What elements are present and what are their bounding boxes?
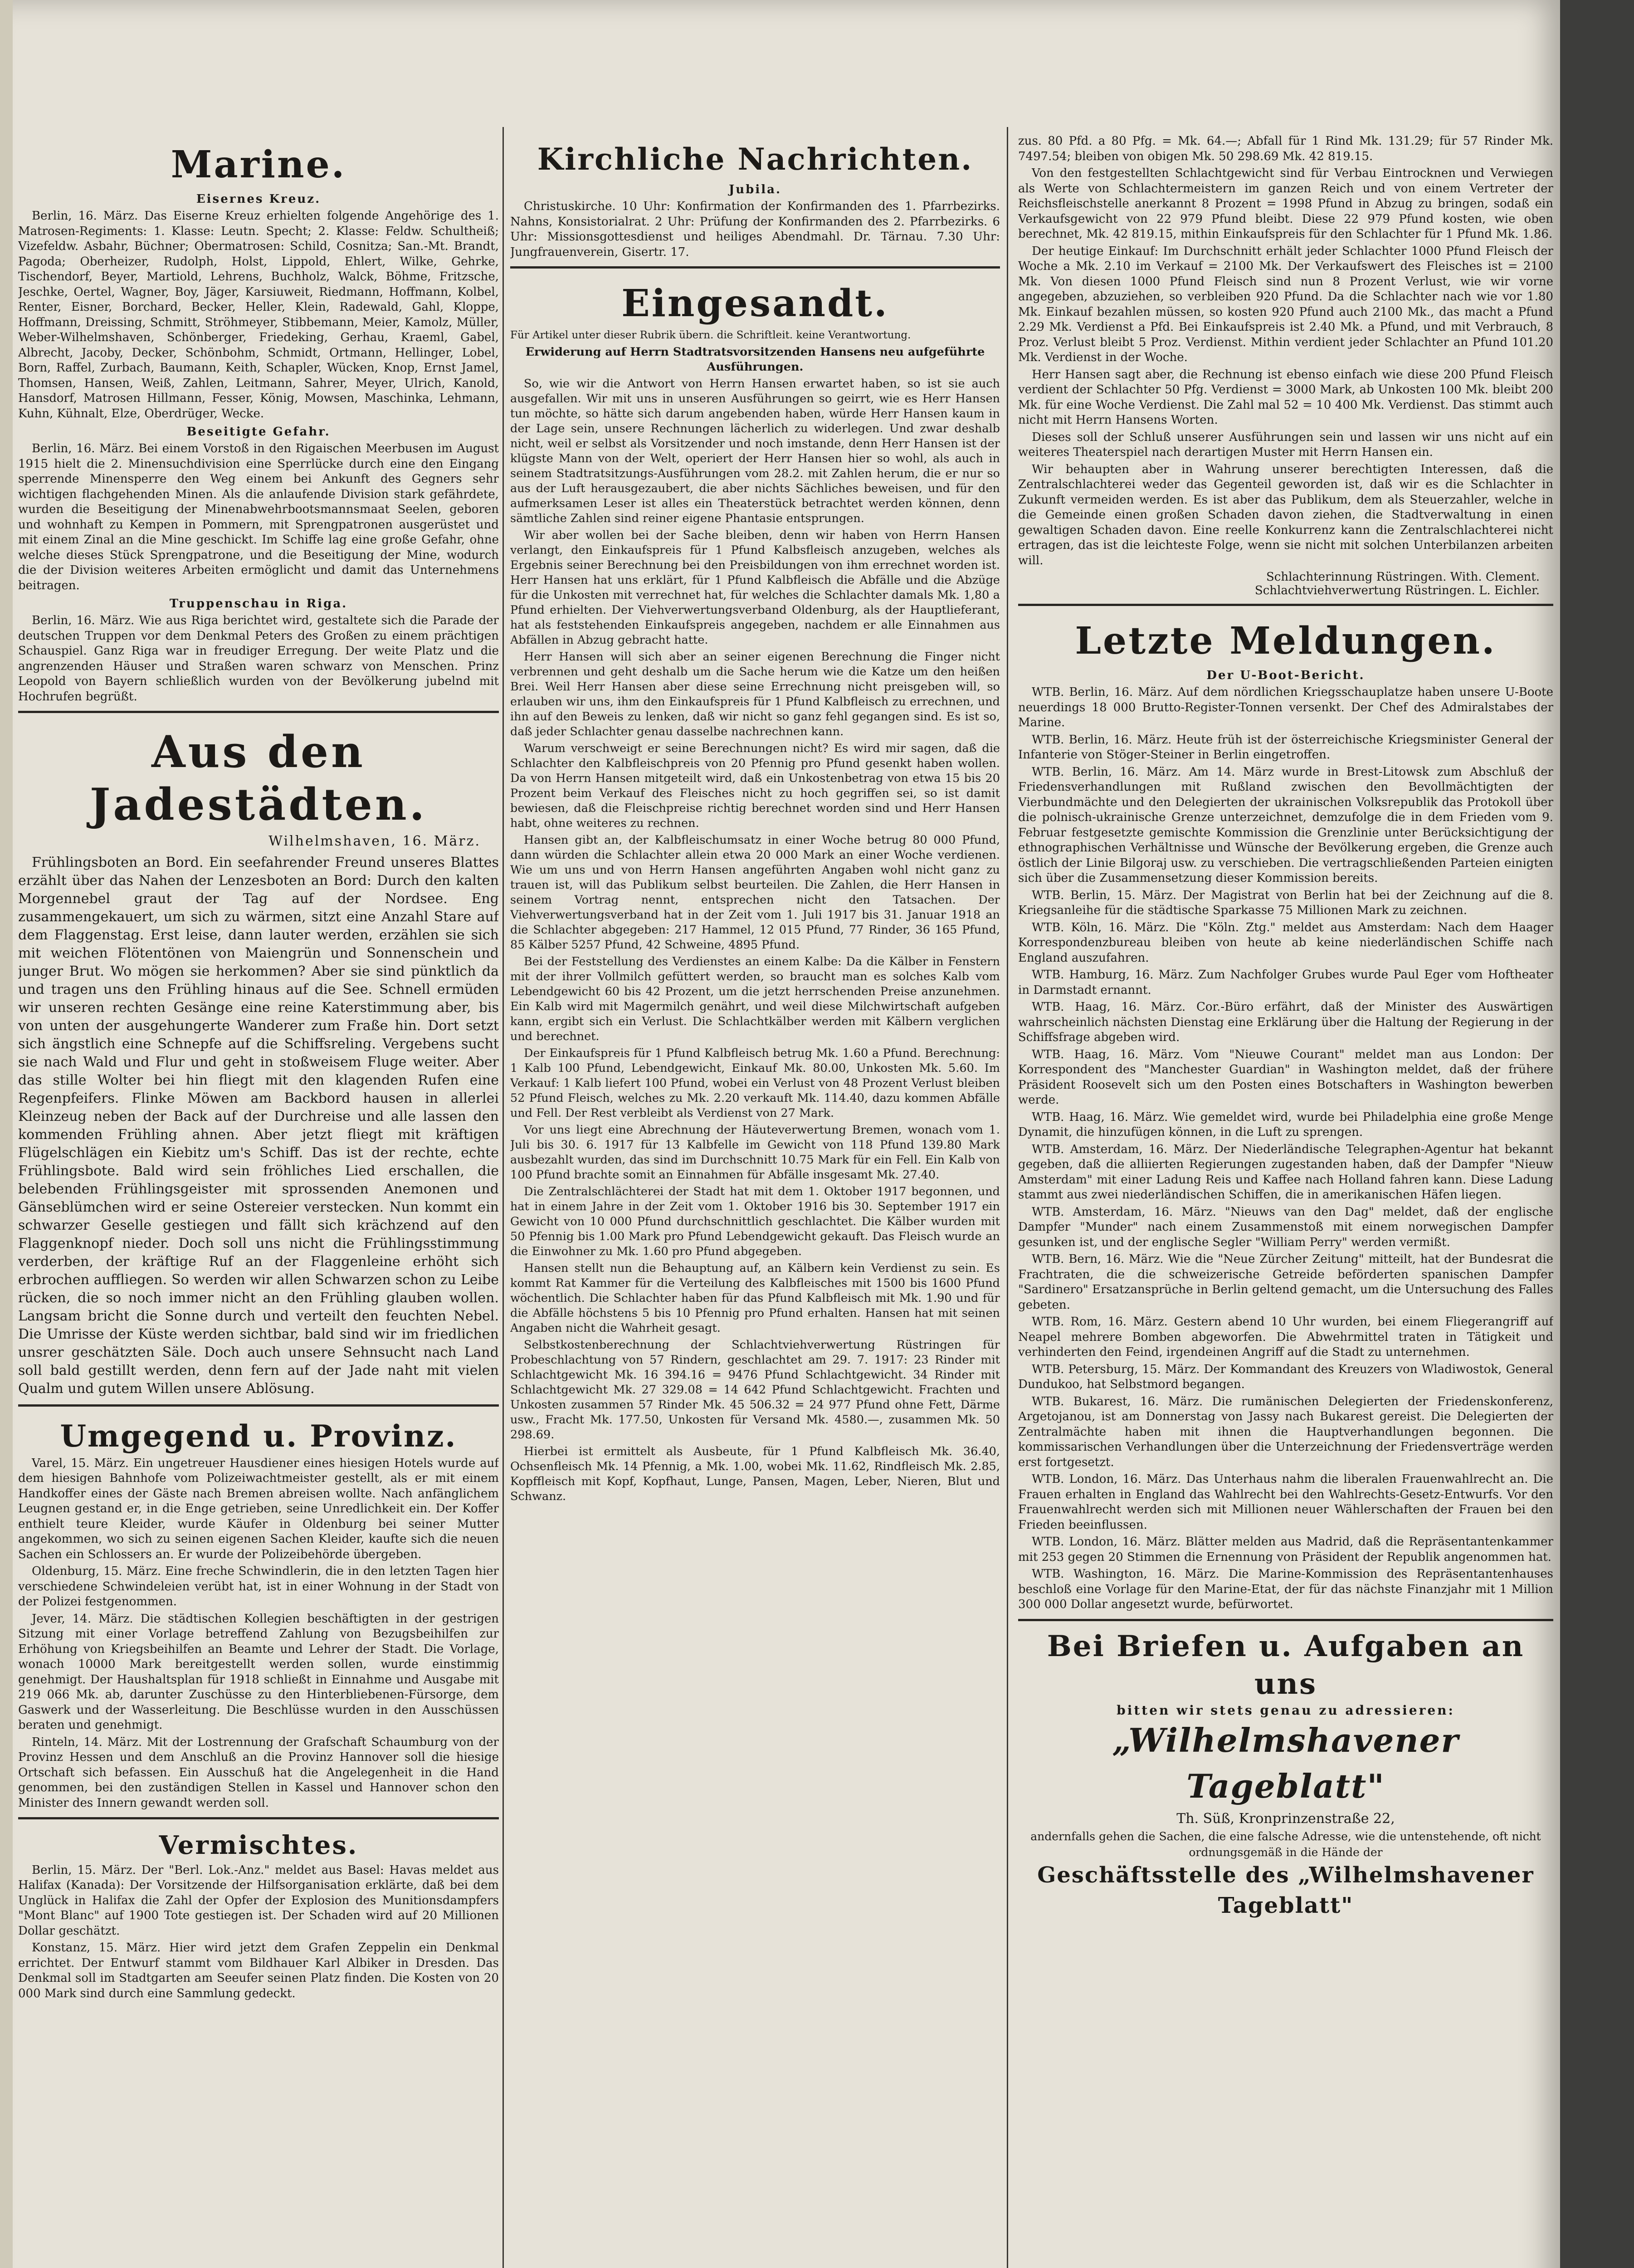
page-binding-edge bbox=[0, 0, 13, 2268]
paragraph: Varel, 15. März. Ein ungetreuer Hausdiener eines hiesigen Hotels wurde auf dem hiesigen Bahnhofe vom Polizeiwachtmeister gestellt, als er mit einem Handkoffer eines der Gäste nach Bremen abreisen wollte. Nach anfänglichem Leugnen gestand er, in die Enge getrieben, seine Unredlichkeit ein. Der Koffer enthielt teure Kleider, wurde Käufer in Oldenburg bei seiner Mutter angekommen, wo sich zu seinen eigenen Sachen Kleider, kaufte sich die neuen Sachen ein Schlossers an. Er wurde der Polizeibehörde übergeben. bbox=[18, 1456, 499, 1561]
advertisement-address-notice bbox=[1018, 1628, 1553, 1921]
signature: Schlachtviehverwertung Rüstringen. L. Eichler. bbox=[1254, 584, 1540, 597]
paragraph: WTB. Washington, 16. März. Die Marine-Kommission des Repräsentantenhauses beschloß eine Vorlage für den Marine-Etat, der für das nächste Finanzjahr mit 1 Million 300 000 Dollar angesetzt wurde, befürwortet. bbox=[1018, 1567, 1553, 1612]
paragraph: So, wie wir die Antwort von Herrn Hansen erwartet haben, so ist sie auch ausgefallen. Wir mit uns in unseren Ausführungen so geirrt, wie es Herr Hansen tun möchte, so hätte sich darum angebenden haben, würde Herr Hansen kaum in der Lage sein, unsere Rechnungen lächerlich zu widerlegen. Und zwar deshalb nicht, weil er selbst als Vorsitzender und noch imstande, denn Herr Hansen ist der klügste Mann von der Welt, operiert der Herr Hansen hier so wohl, als auch in seinem Stadtratsitzungs-Ausführungen vom 28.2. mit Zahlen herum, die er nur so aus der Luft herausgezaubert, die aber nichts Sächliches beweisen, und für den aufmerksamen Leser ist alles ein Theaterstück betrachtet werden können, denn sämtliche Zahlen sind reiner eigene Phantasie entsprungen. bbox=[510, 376, 1000, 525]
ad-address: Th. Süß, Kronprinzenstraße 22, bbox=[1176, 1810, 1395, 1827]
section-divider bbox=[1018, 604, 1553, 606]
paragraph: WTB. Berlin, 16. März. Heute früh ist der österreichische Kriegsminister General der Infanterie von Stöger-Steiner in Berlin eingetroffen. bbox=[1018, 733, 1553, 762]
ad-headline: Bei Briefen u. Aufgaben an uns bbox=[1047, 1629, 1525, 1701]
paragraph: Hansen stellt nun die Behauptung auf, an Kälbern kein Verdienst zu sein. Es kommt Rat Kammer für die Verteilung des Kalbfleisches mit 1500 bis 1600 Pfund wöchentlich. Die Schlachter haben für das Pfund Kalbfleisch mit Mk. 1.90 und für die Abfälle höchstens 5 bis 10 Pfennig pro Pfund erhalten. Hansen hat mit seinen Angaben nicht die Wahrheit gesagt. bbox=[510, 1261, 1000, 1335]
article-eingesandt bbox=[510, 328, 1000, 1504]
section-title-letzte-meldungen: Letzte Meldungen. bbox=[1075, 619, 1497, 663]
signature: Schlachterinnung Rüstringen. With. Clement. bbox=[1266, 570, 1540, 584]
section-divider bbox=[18, 1404, 499, 1407]
paragraph: WTB. Haag, 16. März. Cor.-Büro erfährt, daß der Minister des Auswärtigen wahrscheinlich nächsten Dienstag eine Erklärung über die Haltung der Regierung in der Schiffsfrage abgeben wird. bbox=[1018, 1000, 1553, 1045]
paragraph: Von den festgestellten Schlachtgewicht sind für Verbau Eintrocknen und Verwiegen als Werte von Schlachtermeistern im ganzen Reich und von einem Vertreter der Reichsfleischstelle anerkannt 8 Prozent = 1998 Pfund in Abzug zu bringen, sodaß ein Verkaufsgewicht von 22 979 Pfund bleibt. Diese 22 979 Pfund kosten, wie oben berechnet, Mk. 42 819.15, mithin Einkaufspreis für den Schlachter für 1 Pfund Mk. 1.86. bbox=[1018, 166, 1553, 241]
paragraph: zus. 80 Pfd. a 80 Pfg. = Mk. 64.—; Abfall für 1 Rind Mk. 131.29; für 57 Rinder Mk. 7497.54; bleiben von obigen Mk. 50 298.69 Mk. 42 819.15. bbox=[1018, 134, 1553, 163]
column-right bbox=[1018, 0, 1553, 2268]
paragraph: Bei der Feststellung des Verdienstes an einem Kalbe: Da die Kälber in Fenstern mit der ihrer Vollmilch gefüttert werden, so braucht man es solches Kalb vom Lebendgewicht 60 bis 42 Prozent, um die jetzt herrschenden Preise anzunehmen. Ein Kalb wird mit Magermilch genährt, und weil diese Milchwirtschaft aufgeben kann, ergibt sich ein Verlust. Die Schlachtkälber werden mit Kälbern verglichen und berechnet. bbox=[510, 954, 1000, 1043]
paragraph: Selbstkostenberechnung der Schlachtviehverwertung Rüstringen für Probeschlachtung von 57 Rindern, geschlachtet am 29. 7. 1917: 23 Rinder mit Schlachtgewicht Mk. 16 394.16 = 9476 Pfund Schlachtgewicht. 34 Rinder mit Schlachtgewicht Mk. 27 329.08 = 14 642 Pfund Schlachtgewicht. Frachten und Unkosten zusammen 57 Rinder Mk. 45 506.32 = 24 977 Pfund ohne Fett, Därme usw., Fracht Mk. 177.50, Unkosten für Versand Mk. 4580.—, zusammen Mk. 50 298.69. bbox=[510, 1338, 1000, 1442]
ad-footer: Geschäftsstelle des „Wilhelmshavener Tageblatt" bbox=[1037, 1862, 1534, 1919]
ad-masthead: „Wilhelmshavener Tageblatt" bbox=[1112, 1721, 1459, 1806]
paragraph: WTB. Hamburg, 16. März. Zum Nachfolger Grubes wurde Paul Eger vom Hoftheater in Darmstadt ernannt. bbox=[1018, 968, 1553, 997]
paragraph: WTB. Petersburg, 15. März. Der Kommandant des Kreuzers von Wladiwostok, General Dundukoo, hat Selbstmord begangen. bbox=[1018, 1362, 1553, 1392]
subheading-eisernes-kreuz: Eisernes Kreuz. bbox=[196, 192, 321, 206]
paragraph: WTB. Amsterdam, 16. März. "Nieuws van den Dag" meldet, daß der englische Dampfer "Munder" nach einem Zusammenstoß mit einem norwegischen Dampfer gesunken ist, und der englische Segler "William Perry" werden vermißt. bbox=[1018, 1205, 1553, 1249]
paragraph: Berlin, 16. März. Das Eiserne Kreuz erhielten folgende Angehörige des 1. Matrosen-Regiments: 1. Klasse: Leutn. Specht; 2. Klasse: Feldw. Schultheiß; Vizefeldw. Asbahr, Büchner; Obermatrosen: Schild, Cosnitza; San.-Mt. Brandt, Pagoda; Oberheizer, Rudolph, Holst, Lippold, Ehlert, Wilke, Gehrke, Tischendorf, Beyer, Martiold, Lehrens, Buchholz, Walck, Böhme, Fritzsche, Jeschke, Oertel, Wagner, Boy, Jäger, Karsiuweit, Riedmann, Hoffmann, Kolbel, Renter, Eisner, Borchard, Becker, Heller, Klein, Radewald, Gahl, Kloppe, Hoffmann, Dreissing, Schmitt, Ströhmeyer, Stibbemann, Meier, Kamolz, Müller, Weber-Wilhelmshaven, Schönberger, Friedeking, Gerhau, Kraeml, Gabel, Albrecht, Jacoby, Decker, Schönbohm, Schmidt, Ortmann, Hellinger, Lobel, Born, Raffel, Zurbach, Baumann, Keith, Schapler, Wücken, Knop, Ernst Jamel, Thomsen, Hansen, Weiß, Zahlen, Leitmann, Sahrer, Meyer, Ulrich, Kanold, Hansdorf, Matrosen Hillmann, Fesser, König, Mowsen, Maschinka, Lehmann, Kuhn, Kühnalt, Elze, Oberdrüger, Wecke. bbox=[18, 209, 499, 420]
paragraph: WTB. Amsterdam, 16. März. Der Niederländische Telegraphen-Agentur hat bekannt gegeben, daß die alliierten Regierungen zugestanden haben, daß der Dampfer "Nieuw Amsterdam" mit einer Ladung Reis und Kaffee nach Holland fahren kann. Diese Ladung stammt aus zwei niederländischen Schiffen, die in amerikanischen Häfen liegen. bbox=[1018, 1142, 1553, 1202]
article-umgegend bbox=[18, 1456, 499, 1811]
paragraph: Warum verschweigt er seine Berechnungen nicht? Es wird mir sagen, daß die Schlachter den Kalbfleischpreis von 20 Pfennig pro Pfund gesenkt haben wollen. Da von Herrn Hansen mitgeteilt wird, daß ein Unkostenbetrag von etwa 15 bis 20 Prozent beim Verkauf des Fleisches nicht zu hoch gegriffen sei, so ist damit bewiesen, daß die Fleischpreise richtig berechnet worden sind und Herr Hansen habt, ohne weiteres zu rechnen. bbox=[510, 741, 1000, 830]
section-divider bbox=[510, 266, 1000, 269]
article-headline: Erwiderung auf Herrn Stadtratsvorsitzenden Hansens neu aufgeführte Ausführungen. bbox=[525, 345, 985, 374]
subheading-beseitigte-gefahr: Beseitigte Gefahr. bbox=[186, 425, 331, 439]
article-vermischtes bbox=[18, 1863, 499, 2002]
article-marine bbox=[18, 209, 499, 704]
ad-subline: bitten wir stets genau zu adressieren: bbox=[1117, 1703, 1455, 1718]
paragraph: WTB. Haag, 16. März. Wie gemeldet wird, wurde bei Philadelphia eine große Menge Dynamit, die hinzufügen können, in die Luft zu sprengen. bbox=[1018, 1110, 1553, 1139]
paragraph: Die Zentralschlächterei der Stadt hat mit dem 1. Oktober 1917 begonnen, und hat in einem Jahre in der Zeit vom 1. Oktober 1916 bis 30. September 1917 ein Gewicht von 10 000 Pfund durchschnittlich geschlachtet. Die Kälber wurden mit 50 Pfennig bis 1.00 Mark pro Pfund Lebendgewicht gekauft. Das Fleisch wurde an die Einwohner zu Mk. 1.60 pro Pfund abgegeben. bbox=[510, 1184, 1000, 1258]
article-eingesandt-continued bbox=[1018, 134, 1553, 597]
paragraph: Herr Hansen will sich aber an seiner eigenen Berechnung die Finger nicht verbrennen und geht deshalb um die Sache herum wie die Katze um den heißen Brei. Weil Herr Hansen aber diese seine Errechnung nicht preisgeben will, so erlauben wir uns, ihm den Einkaufspreis für 1 Pfund Kalbfleisch zu errechnen, und ihn auf den Beweis zu lenken, daß wir nicht so ganz fehl gegangen sind. Es ist so, daß jeder Schlachter genau dasselbe nachrechnen kann. bbox=[510, 650, 1000, 738]
paragraph: Jever, 14. März. Die städtischen Kollegien beschäftigten in der gestrigen Sitzung mit einer Vorlage betreffend Zahlung von Bezugsbeihilfen zur Erhöhung von Kriegsbeihilfen an Beamte und Lehrer der Stadt. Die Vorlage, wonach 10000 Mark bereitgestellt werden sollen, wurde einstimmig genehmigt. Der Haushaltsplan für 1918 schließt in Einnahme und Ausgabe mit 219 066 Mk. ab, darunter Zuschüsse zu den Hinterbliebenen-Fürsorge, dem Gaswerk und der Wasserleitung. Die Beschlüsse wurden in den Ausschüssen beraten und genehmigt. bbox=[18, 1612, 499, 1732]
paragraph: WTB. London, 16. März. Blätter melden aus Madrid, daß die Repräsentantenkammer mit 253 gegen 20 Stimmen die Ernennung von Präsident der Republik angenommen hat. bbox=[1018, 1535, 1553, 1564]
column-rule bbox=[502, 127, 504, 2268]
paragraph: Dieses soll der Schluß unserer Ausführungen sein und lassen wir uns nicht auf ein weiteres Theaterspiel nach derartigen Muster mit Herrn Hansen ein. bbox=[1018, 430, 1553, 459]
paragraph: Berlin, 16. März. Bei einem Vorstoß in den Rigaischen Meerbusen im August 1915 hielt die 2. Minensuchdivision eine Sperrlücke durch eine den Eingang sperrende Minensperre den Weg einem bei Ankunft des Gegners sehr wichtigen flachgehenden Minen. Als die anlaufende Division stark gefährdete, wurden die Beseitigung der Minenabwehrbootsmannsmaat Seelen, geboren und wohnhaft zu Kempen in Pommern, mit Sprengpatronen ausgerüstet und mit einem Zinal an die Mine geschickt. Im Schiffe lag eine große Gefahr, ohne welche dieses Stück Sprengpatrone, und die Beseitigung der Mine, wodurch die der Division weiteres Arbeiten ermöglicht und damit das Unternehmens beitragen. bbox=[18, 442, 499, 592]
section-title-umgegend: Umgegend u. Provinz. bbox=[60, 1418, 457, 1454]
subheading-uboot-bericht: Der U-Boot-Bericht. bbox=[1206, 669, 1365, 683]
column-rule bbox=[1007, 127, 1008, 2268]
disclaimer: Für Artikel unter dieser Rubrik übern. die Schriftleit. keine Verantwortung. bbox=[510, 329, 911, 341]
subheading-jubila: Jubila. bbox=[728, 183, 782, 197]
paragraph: WTB. Bern, 16. März. Wie die "Neue Zürcher Zeitung" mitteilt, hat der Bundesrat die Frachtraten, die die schweizerische Getreide beförderten spanischen Dampfer "Sardinero" Ersatzansprüche in Berlin geltend gemacht, um die Untersuchung des Falles gebeten. bbox=[1018, 1252, 1553, 1312]
section-title-vermischtes: Vermischtes. bbox=[159, 1830, 358, 1861]
paragraph: Berlin, 16. März. Wie aus Riga berichtet wird, gestaltete sich die Parade der deutschen Truppen vor dem Denkmal Peters des Großen zu einem prächtigen Schauspiel. Ganz Riga war in freudiger Erregung. Der weite Platz und die angrenzenden Häuser und Straßen waren schwarz von Menschen. Prinz Leopold von Bayern schließlich wurden von der Bevölkerung jubelnd mit Hochrufen begrüßt. bbox=[18, 614, 499, 704]
section-title-marine: Marine. bbox=[171, 143, 346, 186]
paragraph: Oldenburg, 15. März. Eine freche Schwindlerin, die in den letzten Tagen hier verschiedene Schwindeleien verübt hat, ist in einer Wohnung in der Stadt von der Polizei festgenommen. bbox=[18, 1564, 499, 1609]
paragraph: WTB. Rom, 16. März. Gestern abend 10 Uhr wurden, bei einem Fliegerangriff auf Neapel mehrere Bomben abgeworfen. Die Abwehrmittel traten in Tätigkeit und verhinderten den Feind, irgendeinen Angriff auf die Stadt zu unternehmen. bbox=[1018, 1315, 1553, 1359]
paragraph: Rinteln, 14. März. Mit der Lostrennung der Grafschaft Schaumburg von der Provinz Hessen und dem Anschluß an die Provinz Hannover soll die hiesige Ortschaft sich befassen. Ein Ausschuß hat die Angelegenheit in die Hand genommen, bei den zuständigen Stellen in Kassel und Hannover schon den Minister des Innern gewandt werden soll. bbox=[18, 1735, 499, 1810]
section-title-eingesandt: Eingesandt. bbox=[621, 282, 889, 326]
paragraph: Herr Hansen sagt aber, die Rechnung ist ebenso einfach wie diese 200 Pfund Fleisch verdient der Schlachter 50 Pfg. Verdienst = 3000 Mark, ab Unkosten 100 Mk. bleibt 200 Mk. für eine Woche Verdienst. Die Zahl mal 52 = 10 400 Mk. Verdienst. Das stimmt auch nicht mit Herrn Hansens Worten. bbox=[1018, 367, 1553, 427]
section-title-jadestaedten: Aus den Jadestädten. bbox=[89, 726, 428, 830]
paragraph: WTB. London, 16. März. Das Unterhaus nahm die liberalen Frauenwahlrecht an. Die Frauen erhalten in England das Wahlrecht bei den Wahlrechts-Gesetz-Entwurfs. Vor den Frauenwahlrecht werden sich mit Millionen neuer Wählerschaften der Frauen bei den Frieden beeinflussen. bbox=[1018, 1472, 1553, 1532]
paragraph: Der Einkaufspreis für 1 Pfund Kalbfleisch betrug Mk. 1.60 a Pfund. Berechnung: 1 Kalb 100 Pfund, Lebendgewicht, Einkauf Mk. 80.00, Unkosten Mk. 5.60. Im Verkauf: 1 Kalb liefert 100 Pfund, wobei ein Verlust von 48 Prozent Verlust bleiben 52 Pfund Fleisch, welches zu Mk. 2.20 verkauft Mk. 114.40, dazu kommen Abfälle und Fell. Der Rest verbleibt als Verdienst von 27 Mark. bbox=[510, 1046, 1000, 1120]
paragraph: Vor uns liegt eine Abrechnung der Häuteverwertung Bremen, wonach vom 1. Juli bis 30. 6. 1917 für 13 Kalbfelle im Gewicht von 118 Pfund 139.80 Mark ausbezahlt wurden, das sind im Durchschnitt 10.75 Mark für ein Fell. Ein Kalb von 100 Pfund brachte somit an Einnahmen für Abfälle insgesamt Mk. 27.40. bbox=[510, 1123, 1000, 1182]
paragraph: Berlin, 15. März. Der "Berl. Lok.-Anz." meldet aus Basel: Havas meldet aus Halifax (Kanada): Der Vorsitzende der Hilfsorganisation erklärte, daß bei dem Unglück in Halifax die Zahl der Opfer der Explosion des Munitionsdampfers "Mont Blanc" auf 1900 Tote gestiegen ist. Der Schaden wird auf 20 Millionen Dollar geschätzt. bbox=[18, 1863, 499, 1938]
paragraph: WTB. Köln, 16. März. Die "Köln. Ztg." meldet aus Amsterdam: Nach dem Haager Korrespondenzbureau bleiben von heute ab keine niederländischen Schiffe nach England auszufahren. bbox=[1018, 920, 1553, 965]
section-divider bbox=[1018, 1619, 1553, 1621]
section-divider bbox=[18, 1817, 499, 1819]
paragraph: Hierbei ist ermittelt als Ausbeute, für 1 Pfund Kalbfleisch Mk. 36.40, Ochsenfleisch Mk. 14 Pfennig, a Mk. 1.00, wobei Mk. 11.62, Rindfleisch Mk. 2.85, Kopffleisch mit Kopf, Kopfhaut, Lunge, Pansen, Magen, Leber, Nieren, Blut und Schwanz. bbox=[510, 1444, 1000, 1503]
column-left bbox=[18, 0, 499, 2268]
subheading-truppenschau: Truppenschau in Riga. bbox=[169, 597, 348, 611]
article-letzte-meldungen bbox=[1018, 685, 1553, 1613]
article-jade bbox=[18, 854, 499, 1398]
dateline: Wilhelmshaven, 16. März. bbox=[268, 833, 481, 849]
paragraph: Christuskirche. 10 Uhr: Konfirmation der Konfirmanden des 1. Pfarrbezirks. Nahns, Konsistorialrat. 2 Uhr: Prüfung der Konfirmanden des 2. Pfarrbezirks. 6 Uhr: Missionsgottesdienst und heiliges Abendmahl. Dr. Tärnau. 7.30 Uhr: Jungfrauenverein, Gisertr. 17. bbox=[510, 200, 1000, 259]
section-divider bbox=[18, 711, 499, 713]
paragraph: WTB. Haag, 16. März. Vom "Nieuwe Courant" meldet man aus London: Der Korrespondent des "Manchester Guardian" in Washington meldet, daß der frühere Präsident Roosevelt sich um den Posten eines Botschafters in Washington bewerben werde. bbox=[1018, 1047, 1553, 1107]
article-kirchliche bbox=[510, 199, 1000, 260]
ad-note: andernfalls gehen die Sachen, die eine falsche Adresse, wie die untenstehende, oft nicht ordnungsgemäß in die Hände der bbox=[1030, 1829, 1541, 1859]
paragraph: Frühlingsboten an Bord. Ein seefahrender Freund unseres Blattes erzählt über das Nahen der Lenzesboten an Bord: Durch den kalten Morgennebel graut der Tag auf der Nordsee. Eng zusammengekauert, um sich zu wärmen, sitzt eine Anzahl Stare auf dem Flaggenstag. Erst leise, dann lauter werden, erzählen sie sich mit weichen Flötentönen von Maiengrün und Sonnenschein und junger Brut. Wo mögen sie herkommen? Aber sie sind pünktlich da und tragen uns den Frühling hinaus auf die See. Schnell ermüden wir unseren rechten Gesänge eine reine Katerstimmung aber, bis von unten der ausgehungerte Wanderer zum Fraße hin. Dort setzt sich ängstlich eine Schnepfe auf die Schiffsreling. Vergebens sucht sie nach Wald und Flur und geht in stoßweisem Fluge weiter. Aber das stille Wolter bei hin fliegt mit den klagenden Rufen eine Regenpfeifers. Flinke Möwen am Backbord hausen in allerlei Kleinzeug neben der Back auf der Durchreise und alle lassen den kommenden Frühling ahnen. Aber jetzt fliegt mit kräftigen Flügelschlägen ein Kiebitz um's Schiff. Das ist der rechte, echte Frühlingsbote. Bald wird sein fröhliches Lied erschallen, die belebenden Frühlingsgeister mit sprossenden Anemonen und Gänseblümchen wird er seine Ostereier verstecken. Nun kommt ein schwarzer Geselle gestiegen und fällt sich krächzend auf den Flaggenknopf nieder. Doch soll uns nicht die Frühlingsstimmung verderben, der kräftige Ruf an der Flaggenleine erhöht sich erbrochen auffliegen. So werden wir allen Schwarzen schon zu Leibe rücken, die so noch immer nicht an den Frühling glauben wollen. Langsam bricht die Sonne durch und verteilt den feuchten Nebel. Die Umrisse der Küste werden sichtbar, bald sind wir im friedlichen unsrer geschätzten Säle. Doch auch unsere Sehnsucht nach Land soll bald gestillt werden, denn fern auf der Jade naht mit vielen Qualm und gutem Willen unsere Ablösung. bbox=[18, 854, 499, 1397]
section-title-kirchliche: Kirchliche Nachrichten. bbox=[537, 142, 973, 177]
column-middle bbox=[510, 0, 1000, 2268]
paragraph: WTB. Berlin, 16. März. Am 14. März wurde in Brest-Litowsk zum Abschluß der Friedensverhandlungen mit Rußland zwischen den Bevollmächtigten der Vierbundmächte und den Delegierten der ukrainischen Volksrepublik das Protokoll über die polnisch-ukrainische Grenze unterzeichnet, demzufolge die in dem Frieden vom 9. Februar festgesetzte gemischte Kommission die Grenzlinie unter Berücksichtigung der ethnographischen Verhältnisse und Wünsche der Bevölkerung ergeben, die Grenze auch östlich der Linie Bilgoraj usw. zu verschieben. Die vertragschließenden Parteien einigten sich über die Zusammensetzung dieser Kommission bereits. bbox=[1018, 765, 1553, 885]
paragraph: Hansen gibt an, der Kalbfleischumsatz in einer Woche betrug 80 000 Pfund, dann würden die Schlachter allein etwa 20 000 Mark an einer Woche verdienen. Wie um uns und von Herrn Hansen angeführten Angaben wohl nicht ganz zu trauen ist, will das Publikum selbst beurteilen. Die Zahlen, die Herr Hansen in seinem Vortrag nennt, entsprechen nicht den Tatsachen. Der Viehverwertungsverband hat in der Zeit vom 1. Juli 1917 bis 31. Januar 1918 an die Schlachter abgegeben: 217 Hammel, 12 015 Pfund, 77 Rinder, 36 165 Pfund, 85 Kälber 5257 Pfund, 42 Schweine, 4895 Pfund. bbox=[510, 833, 1000, 952]
paragraph: WTB. Bukarest, 16. März. Die rumänischen Delegierten der Friedenskonferenz, Argetojanou, ist am Donnerstag von Jassy nach Bukarest gereist. Die Delegierten der Zentralmächte haben mit ihnen die Hauptverhandlungen begonnen. Die kommissarischen Verhandlungen über die Unterzeichnung der Friedensverträge werden erst fortgesetzt. bbox=[1018, 1394, 1553, 1469]
paragraph: Konstanz, 15. März. Hier wird jetzt dem Grafen Zeppelin ein Denkmal errichtet. Der Entwurf stammt vom Bildhauer Karl Albiker in Dresden. Das Denkmal soll im Stadtgarten am Seeufer seinen Platz finden. Die Kosten von 20 000 Mark sind durch eine Sammlung gedeckt. bbox=[18, 1941, 499, 2000]
paragraph: Wir behaupten aber in Wahrung unserer berechtigten Interessen, daß die Zentralschlachterei weder das Gegenteil geworden ist, daß wir es die Schlachter in Zukunft vermeiden werden. Es ist aber das Publikum, dem als Steuerzahler, welche in die Gemeinde einen großen Schaden davon ziehen, die Stadtverwaltung in einen gewaltigen Schaden davon. Eine reelle Konkurrenz kann die Zentralschlachterei nicht ertragen, das ist die leichteste Folge, wenn sie nicht mit solchen Unterbilanzen arbeiten will. bbox=[1018, 462, 1553, 567]
paragraph: WTB. Berlin, 15. März. Der Magistrat von Berlin hat bei der Zeichnung auf die 8. Kriegsanleihe für die städtische Sparkasse 75 Millionen Mark zu zeichnen. bbox=[1018, 888, 1553, 918]
paragraph: WTB. Berlin, 16. März. Auf dem nördlichen Kriegsschauplatze haben unsere U-Boote neuerdings 18 000 Brutto-Register-Tonnen versenkt. Der Chef des Admiralstabes der Marine. bbox=[1018, 685, 1553, 730]
paragraph: Der heutige Einkauf: Im Durchschnitt erhält jeder Schlachter 1000 Pfund Fleisch der Woche a Mk. 2.10 im Verkauf = 2100 Mk. Der Verkaufswert des Fleisches ist = 2100 Mk. Von diesen 1000 Pfund Fleisch sind nun 8 Prozent Verlust, wie wir vorne angegeben, abzuziehen, so verbleiben 920 Pfund. Da die Schlachter nach wie vor 1.80 Mk. Einkauf bezahlen müssen, so kosten 920 Pfund auch 2100 Mk., das macht a Pfund 2.29 Mk. Verdienst a Pfd. Bei Einkaufspreis ist 2.40 Mk. a Pfund, und mit Verbrauch, 8 Proz. Verlust bleibt 5 Proz. Verdienst. Mithin verdient jeder Schlachter an Pfund 101.20 Mk. Verdienst in der Woche. bbox=[1018, 244, 1553, 364]
paragraph: Wir aber wollen bei der Sache bleiben, denn wir haben von Herrn Hansen verlangt, den Einkaufspreis für 1 Pfund Kalbsfleisch anzugeben, welches als Ergebnis seiner Berechnung bei den Preisbildungen von ihm errechnet worden ist. Herr Hansen hat uns erklärt, für 1 Pfund Kalbfleisch die Abfälle und die Abzüge für die Unkosten mit verrechnet hat, für welches die Schlachter damals Mk. 1,80 a Pfund erhielten. Der Viehverwertungsverband Oldenburg, als der Hauptlieferant, hat als feststehenden Einkaufspreis angegeben, nachdem er alle Einnahmen aus Abfällen in Abzug gebracht hatte. bbox=[510, 528, 1000, 647]
